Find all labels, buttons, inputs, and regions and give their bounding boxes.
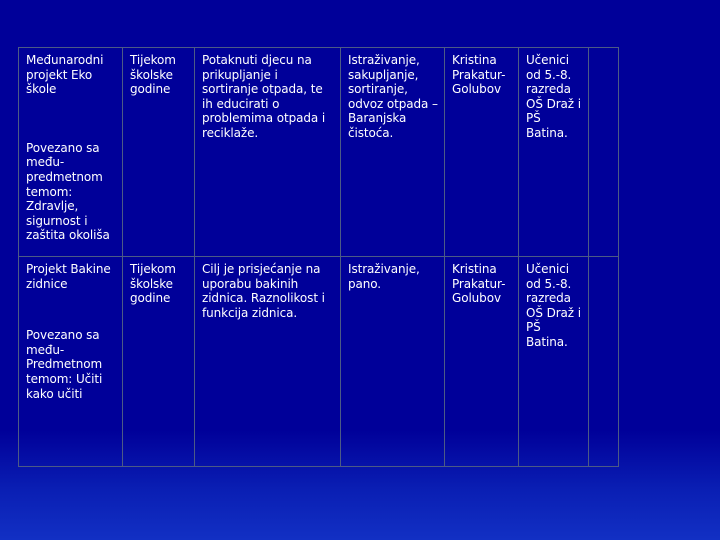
participants-cell: Učenici od 5.-8. razreda OŠ Draž i PŠ Batina. [519, 257, 589, 467]
activities-cell: Istraživanje, pano. [341, 257, 445, 467]
activities-cell: Istraživanje, sakupljanje, sortiranje, odvoz otpada – Baranjska čistoća. [341, 48, 445, 257]
goal-cell: Cilj je prisjećanje na uporabu bakinih zidnica. Raznolikost i funkcija zidnica. [195, 257, 341, 467]
goal-cell: Potaknuti djecu na prikupljanje i sortiranje otpada, te ih educirati o problemima otpada i reciklaže. [195, 48, 341, 257]
timing-cell: Tijekom školske godine [123, 257, 195, 467]
project-name: Međunarodni projekt Eko škole [26, 53, 104, 97]
lead-cell: Kristina Prakatur-Golubov [445, 48, 519, 257]
project-cell [19, 257, 123, 467]
related-topic: Povezano sa među-Predmetnom temom: Učiti kako učiti [26, 328, 103, 401]
projects-table [18, 47, 619, 467]
lead-cell: Kristina Prakatur-Golubov [445, 257, 519, 467]
empty-cell [589, 48, 619, 257]
related-topic: Povezano sa među-predmetnom temom: Zdravlje, sigurnost i zaštita okoliša [26, 140, 110, 243]
table-row [19, 48, 619, 257]
project-name: Projekt Bakine zidnice [26, 262, 111, 291]
table-row [19, 257, 619, 467]
participants-cell: Učenici od 5.-8. razreda OŠ Draž i PŠ Batina. [519, 48, 589, 257]
project-cell [19, 48, 123, 257]
empty-cell [589, 257, 619, 467]
timing-cell: Tijekom školske godine [123, 48, 195, 257]
